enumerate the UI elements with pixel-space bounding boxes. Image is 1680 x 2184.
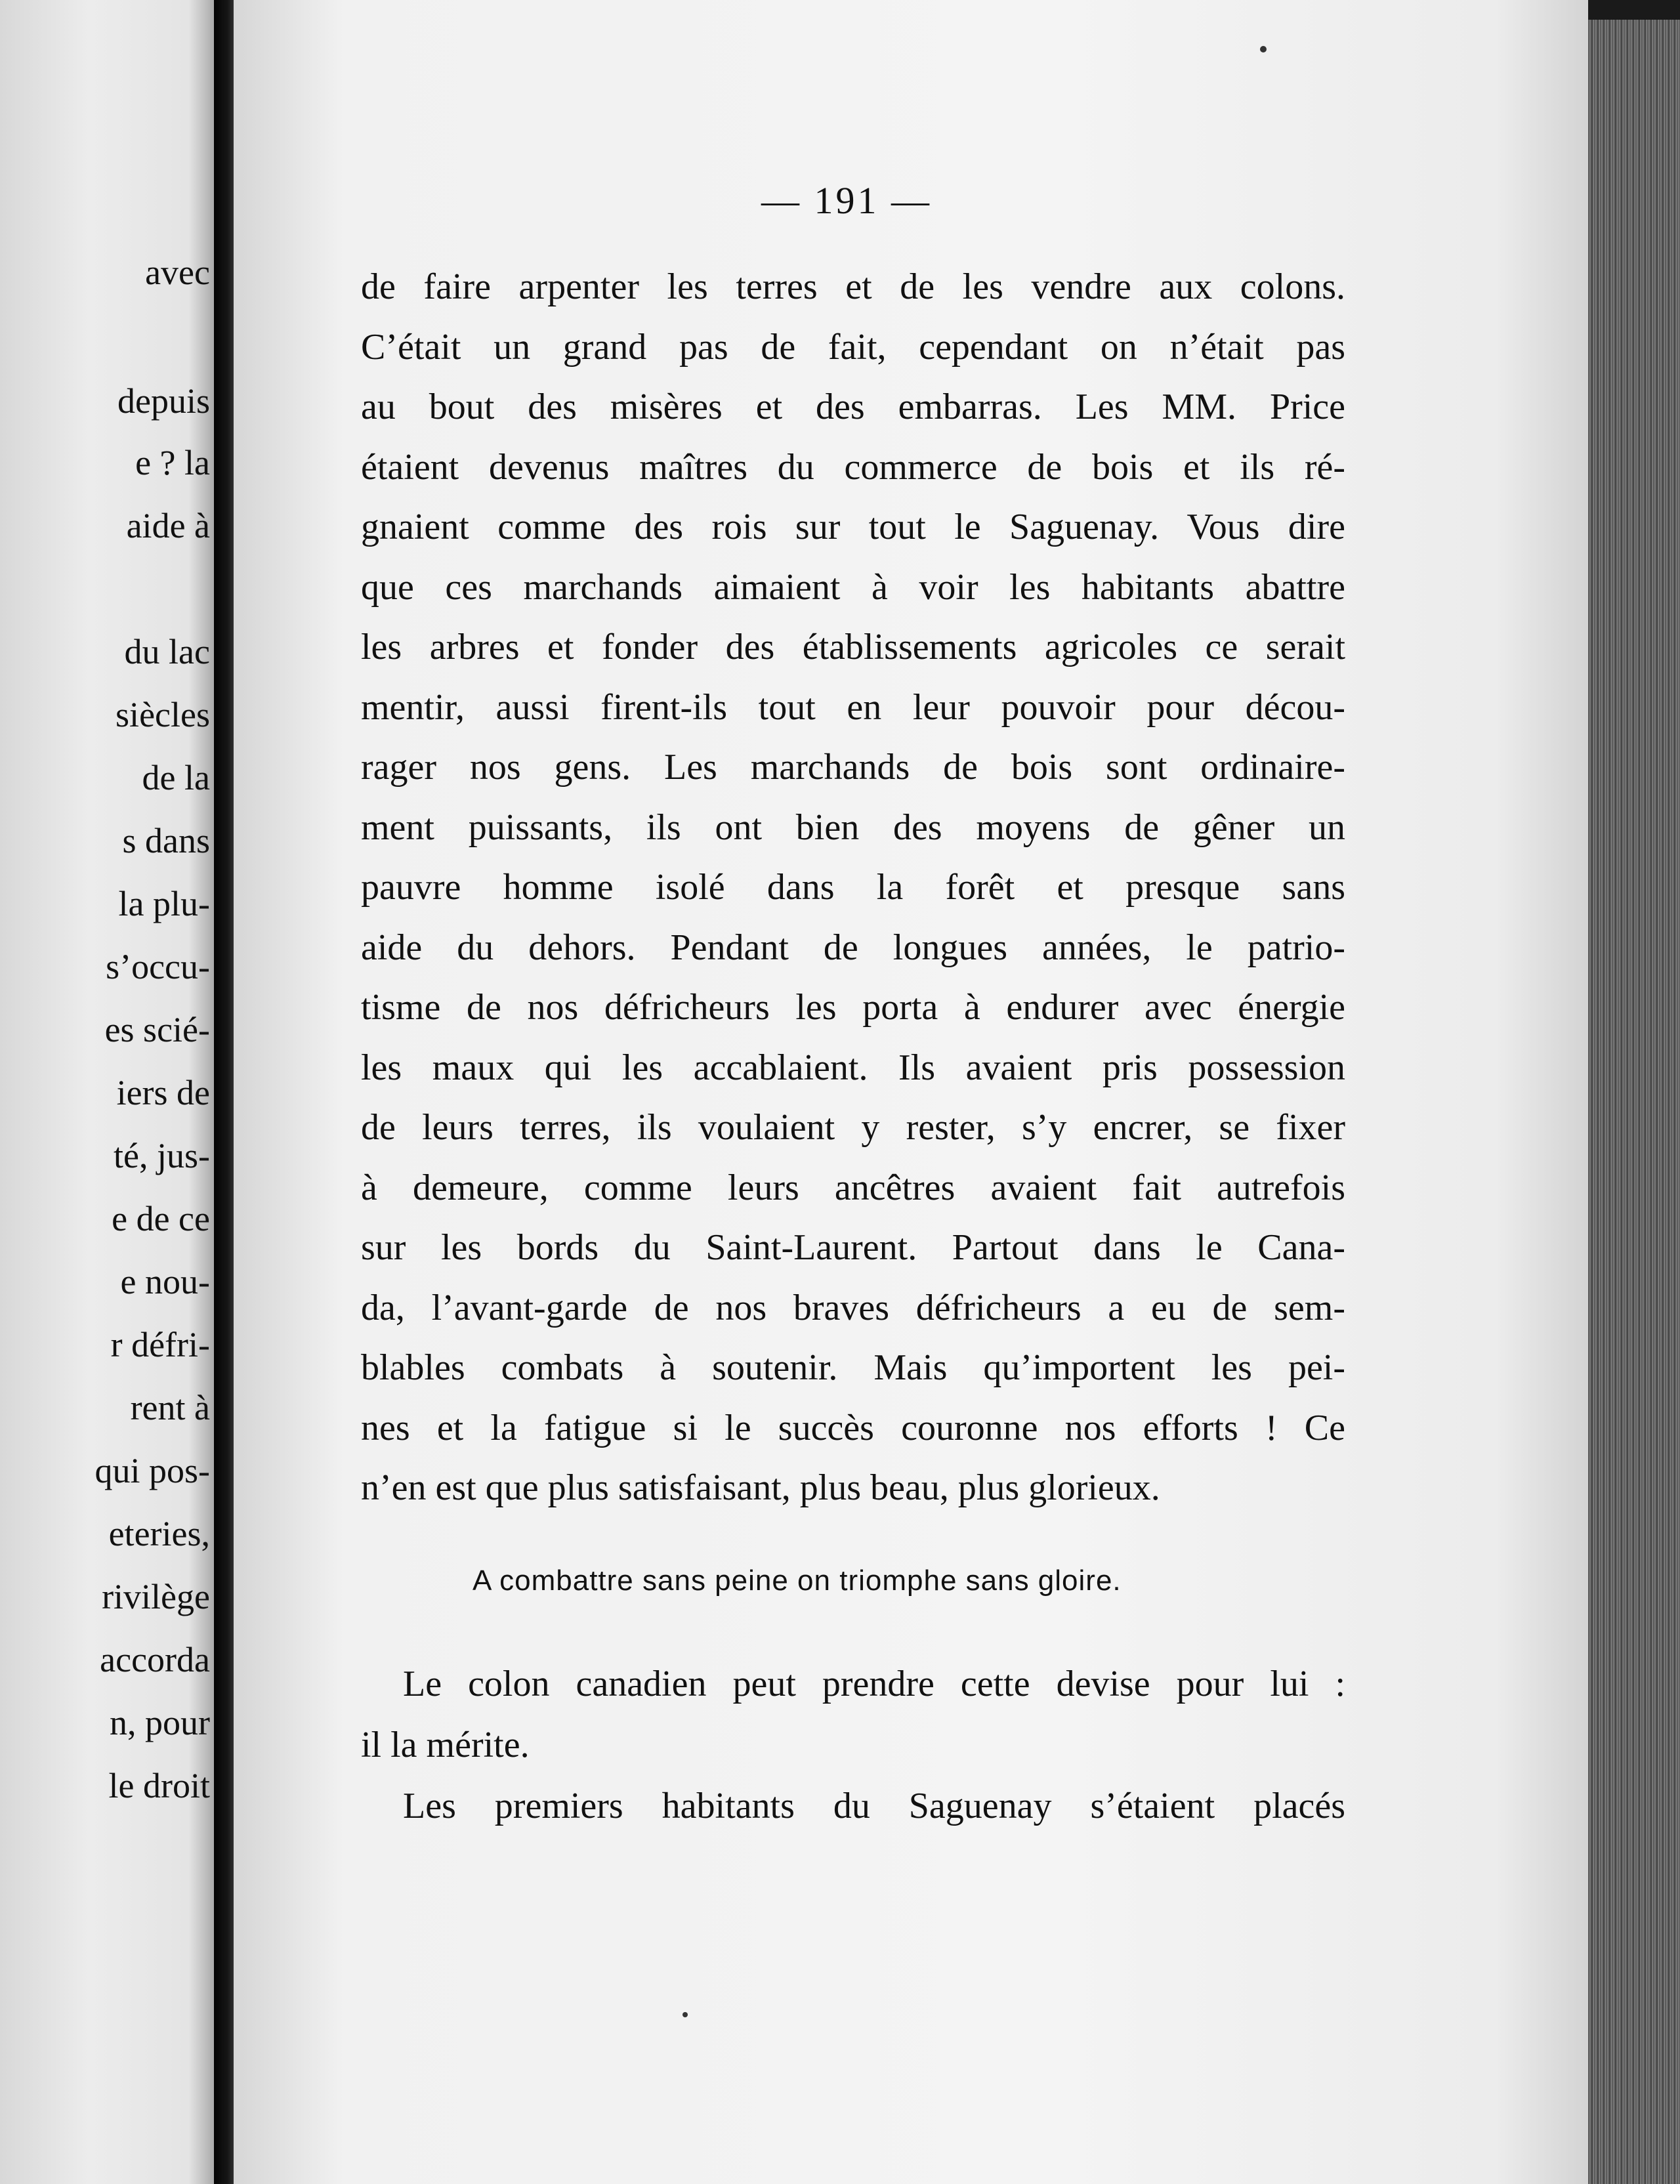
text-line: sur les bords du Saint-Laurent. Partout dans le Cana- bbox=[361, 1227, 1345, 1268]
left-page-line: es scié- bbox=[104, 1010, 210, 1049]
left-page-line: la plu- bbox=[118, 884, 210, 923]
left-page-line: de la bbox=[142, 758, 210, 797]
left-page-line: e nou- bbox=[120, 1262, 210, 1301]
text-line: à demeure, comme leurs ancêtres avaient fait autrefois bbox=[361, 1167, 1345, 1208]
left-page-line: n, pour bbox=[110, 1703, 210, 1742]
left-page-line: avec bbox=[145, 253, 210, 292]
left-page-line: rent à bbox=[130, 1388, 210, 1427]
text-line: pauvre homme isolé dans la forêt et presque sans bbox=[361, 867, 1345, 908]
text-line: ment puissants, ils ont bien des moyens de gêner un bbox=[361, 807, 1345, 848]
text-line: aide du dehors. Pendant de longues années, le patrio- bbox=[361, 927, 1345, 968]
facing-page-left bbox=[0, 0, 222, 2184]
left-page-line: depuis bbox=[117, 381, 210, 421]
text-line: les arbres et fonder des établissements agricoles ce serait bbox=[361, 627, 1345, 667]
text-line: rager nos gens. Les marchands de bois sont ordinaire- bbox=[361, 747, 1345, 788]
left-page-line: eteries, bbox=[108, 1514, 210, 1553]
left-page-line: du lac bbox=[124, 632, 210, 671]
text-line: Le colon canadien peut prendre cette devise pour lui : bbox=[403, 1664, 1345, 1704]
left-page-line: qui pos- bbox=[94, 1451, 210, 1490]
page-number: — 191 — bbox=[761, 179, 932, 222]
left-page-line: s’occu- bbox=[106, 947, 210, 986]
ink-speck bbox=[1260, 46, 1267, 52]
text-line: C’était un grand pas de fait, cependant on n’était pas bbox=[361, 326, 1345, 368]
left-page-line: le droit bbox=[108, 1766, 210, 1805]
text-line: blables combats à soutenir. Mais qu’importent les pei- bbox=[361, 1347, 1345, 1388]
text-line: les maux qui les accablaient. Ils avaient pris possession bbox=[361, 1047, 1345, 1088]
page-edges bbox=[1588, 20, 1680, 2184]
book-gutter bbox=[214, 0, 236, 2184]
left-page-line: r défri- bbox=[110, 1325, 210, 1364]
text-line: gnaient comme des rois sur tout le Saguenay. Vous dire bbox=[361, 507, 1345, 547]
left-page-line: s dans bbox=[122, 821, 210, 860]
left-page-line: rivilège bbox=[102, 1577, 210, 1616]
text-line: da, l’avant-garde de nos braves défricheurs a eu de sem- bbox=[361, 1287, 1345, 1328]
ink-speck bbox=[682, 2012, 688, 2017]
second-paragraph bbox=[361, 1654, 1345, 1837]
text-line: mentir, aussi firent-ils tout en leur pouvoir pour décou- bbox=[361, 686, 1345, 728]
left-page-line: accorda bbox=[100, 1640, 210, 1679]
text-line: de faire arpenter les terres et de les vendre aux colons. bbox=[361, 266, 1345, 307]
text-line: que ces marchands aimaient à voir les habitants abattre bbox=[361, 566, 1345, 608]
text-line: nes et la fatigue si le succès couronne nos efforts ! Ce bbox=[361, 1407, 1345, 1448]
text-line: au bout des misères et des embarras. Les MM. Price bbox=[361, 387, 1345, 427]
text-line: tisme de nos défricheurs les porta à endurer avec énergie bbox=[361, 987, 1345, 1028]
left-page-line: e ? la bbox=[135, 443, 210, 482]
epigraph-quote: A combattre sans peine on triomphe sans gloire. bbox=[472, 1564, 1122, 1597]
text-line: n’en est que plus satisfaisant, plus beau, plus glorieux. bbox=[361, 1467, 1160, 1508]
left-page-line: aide à bbox=[126, 506, 210, 545]
text-line: il la mérite. bbox=[361, 1725, 530, 1765]
left-page-line: siècles bbox=[116, 695, 210, 734]
left-page-line: iers de bbox=[116, 1073, 210, 1112]
main-paragraph bbox=[361, 257, 1345, 1519]
text-line: Les premiers habitants du Saguenay s’étaient placés bbox=[403, 1786, 1345, 1826]
text-line: étaient devenus maîtres du commerce de bois et ils ré- bbox=[361, 446, 1345, 488]
left-page-line: e de ce bbox=[112, 1199, 210, 1238]
text-line: de leurs terres, ils voulaient y rester, s’y encrer, se fixer bbox=[361, 1107, 1345, 1148]
left-page-line: té, jus- bbox=[114, 1136, 210, 1175]
